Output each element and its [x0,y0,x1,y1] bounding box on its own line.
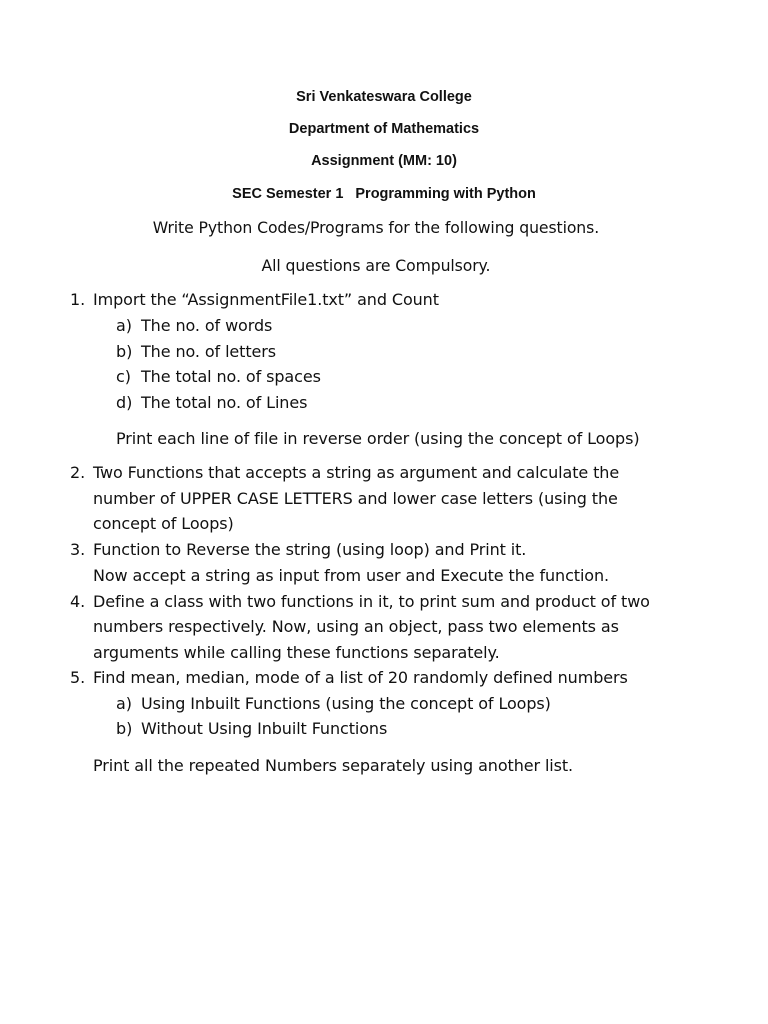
instruction-line-2: All questions are Compulsory. [261,256,491,275]
subitem-text: The total no. of Lines [141,393,308,412]
subitem-label: d) [116,393,133,412]
question-number: 5. [70,668,86,687]
subitem-label: b) [116,719,133,738]
college-name: Sri Venkateswara College [296,89,472,105]
question-number: 2. [70,463,86,482]
question-text: Function to Reverse the string (using loop) and Print it. [93,540,527,559]
assignment-label: Assignment (MM: 10) [311,153,457,169]
question-text: Find mean, median, mode of a list of 20 randomly defined numbers [93,668,628,687]
question-number: 1. [70,290,86,309]
question-text: arguments while calling these functions separately. [93,643,500,662]
subitem-text: The no. of words [141,316,273,335]
department-name: Department of Mathematics [288,121,480,137]
question-text: Now accept a string as input from user and Execute the function. [93,566,610,585]
instruction-line-1: Write Python Codes/Programs for the following questions. [152,218,600,237]
question-note: Print all the repeated Numbers separately using another list. [93,756,574,775]
question-text: number of UPPER CASE LETTERS and lower case letters (using the [93,489,618,508]
question-text: numbers respectively. Now, using an object, pass two elements as [93,617,619,636]
subitem-text: Using Inbuilt Functions (using the concept of Loops) [141,694,551,713]
assignment-title [0,153,768,169]
subitem-label: a) [116,316,133,335]
question-number: 4. [70,592,86,611]
question-text: Import the “AssignmentFile1.txt” and Count [93,290,439,309]
question-text: Define a class with two functions in it, to print sum and product of two [93,592,650,611]
subitem-text: The no. of letters [141,342,276,361]
question-text: Two Functions that accepts a string as argument and calculate the [93,463,620,482]
semester-label: SEC Semester 1 [232,186,344,202]
subitem-text: The total no. of spaces [141,367,321,386]
subitem-label: a) [116,694,133,713]
subitem-text: Without Using Inbuilt Functions [141,719,388,738]
question-text: concept of Loops) [93,514,234,533]
question-number: 3. [70,540,86,559]
course-name: Programming with Python [355,186,536,202]
question-note: Print each line of file in reverse order (using the concept of Loops) [116,429,640,448]
course-line [0,186,768,202]
subitem-label: c) [116,367,132,386]
subitem-label: b) [116,342,133,361]
